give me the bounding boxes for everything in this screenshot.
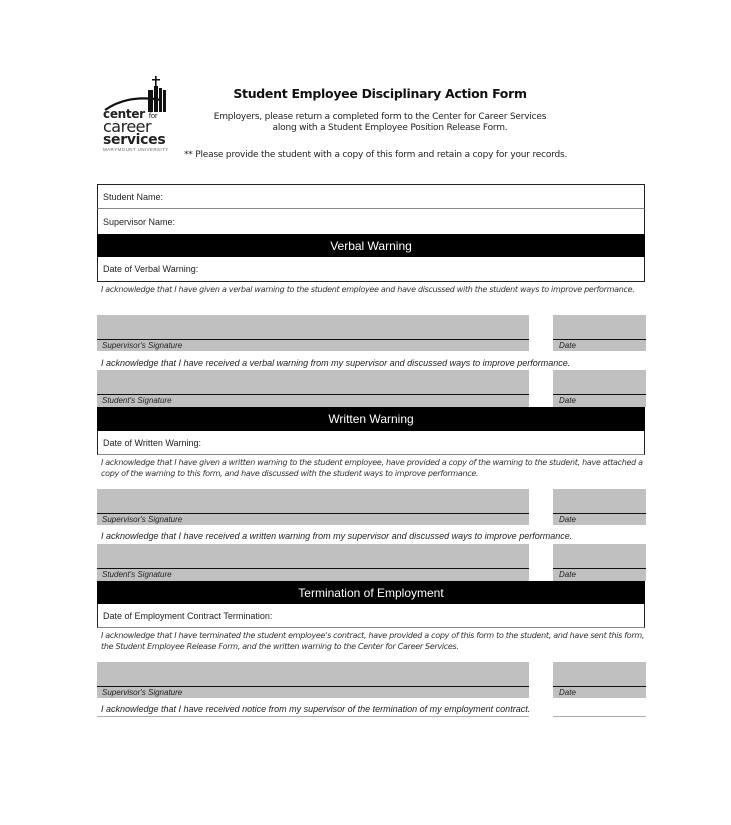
written-student-date-field[interactable]: [553, 544, 646, 581]
student-name-field[interactable]: [97, 184, 645, 209]
written-student-acknowledgement: I acknowledge that I have received a written warning from my supervisor and discussed ways to improve performance.: [101, 531, 573, 541]
logo-text-career: career: [103, 117, 152, 136]
student-date-line[interactable]: [553, 716, 646, 717]
termination-student-acknowledgement: I acknowledge that I have received notice from my supervisor of the termination of my employment contract.: [101, 704, 531, 714]
logo-text-center: center: [103, 107, 145, 121]
termination-date-label: Date of Employment Contract Termination:: [103, 610, 273, 621]
signature-line: [97, 568, 529, 569]
verbal-student-signature-field[interactable]: [97, 370, 529, 407]
supervisor-name-label: Supervisor Name:: [103, 216, 176, 227]
logo-text-for: for: [148, 112, 158, 120]
written-supervisor-acknowledgement: I acknowledge that I have given a written warning to the student employee, have provided a copy of the warning to the student, have attached a copy of the warning to this form, and have discussed with the student ways to improve performance.: [101, 458, 643, 478]
chapel-icon: [103, 72, 173, 112]
logo-text-services: services: [103, 132, 166, 148]
form-title: Student Employee Disciplinary Action Form: [233, 86, 527, 101]
termination-supervisor-signature-field[interactable]: [97, 662, 529, 698]
verbal-student-acknowledgement: I acknowledge that I have received a verbal warning from my supervisor and discussed ways to improve performance.: [101, 358, 571, 368]
written-student-signature-field[interactable]: [97, 544, 529, 581]
date-label: Date: [559, 341, 576, 350]
written-warning-heading: [97, 407, 645, 431]
verbal-warning-date-label: Date of Verbal Warning:: [103, 264, 199, 274]
date-label: Date: [559, 515, 576, 524]
verbal-warning-date-field[interactable]: [97, 257, 645, 282]
termination-heading: [97, 581, 645, 604]
date-line: [553, 394, 646, 395]
written-supervisor-date-field[interactable]: [553, 489, 646, 525]
termination-supervisor-acknowledgement: I acknowledge that I have terminated the student employee's contract, have provided a copy of this form to the student, and have sent this form, the Student Employee Release Form, and the written warning to the Center for Career Services.: [101, 631, 645, 651]
date-line: [553, 339, 646, 340]
signature-line: [97, 513, 529, 514]
verbal-student-date-field[interactable]: [553, 370, 646, 407]
verbal-supervisor-acknowledgement: I acknowledge that I have given a verbal warning to the student employee and have discussed with the student ways to improve performance.: [101, 285, 635, 294]
student-signature-label: Student's Signature: [102, 396, 172, 405]
copy-note: ** Please provide the student with a copy of this form and retain a copy for your records.: [184, 150, 568, 160]
verbal-warning-heading: [97, 234, 645, 257]
instructions-line-1: Employers, please return a completed form to the Center for Career Services: [213, 112, 547, 122]
termination-heading-text: Termination of Employment: [298, 585, 444, 600]
written-warning-date-label: Date of Written Warning:: [103, 437, 202, 448]
supervisor-signature-label: Supervisor's Signature: [102, 515, 183, 524]
student-name-label: Student Name:: [103, 191, 164, 202]
supervisor-signature-label: Supervisor's Signature: [102, 688, 183, 697]
date-line: [553, 686, 646, 687]
written-warning-date-field[interactable]: [97, 431, 645, 455]
student-signature-label: Student's Signature: [102, 570, 172, 579]
termination-supervisor-date-field[interactable]: [553, 662, 646, 698]
date-line: [553, 513, 646, 514]
supervisor-name-field[interactable]: [97, 209, 645, 234]
verbal-supervisor-signature-field[interactable]: [97, 315, 529, 351]
date-label: Date: [559, 396, 576, 405]
instructions-line-2: along with a Student Employee Position Release Form.: [272, 123, 508, 133]
signature-line: [97, 686, 529, 687]
verbal-supervisor-date-field[interactable]: [553, 315, 646, 351]
termination-date-field[interactable]: [97, 604, 645, 628]
signature-line: [97, 394, 529, 395]
date-label: Date: [559, 688, 576, 697]
logo-text-university: MARYMOUNT UNIVERSITY: [103, 147, 169, 152]
supervisor-signature-label: Supervisor's Signature: [102, 341, 183, 350]
date-label: Date: [559, 570, 576, 579]
student-signature-line[interactable]: [97, 716, 529, 717]
verbal-warning-heading-text: Verbal Warning: [330, 238, 412, 253]
signature-line: [97, 339, 529, 340]
date-line: [553, 568, 646, 569]
written-warning-heading-text: Written Warning: [328, 412, 414, 426]
written-supervisor-signature-field[interactable]: [97, 489, 529, 525]
